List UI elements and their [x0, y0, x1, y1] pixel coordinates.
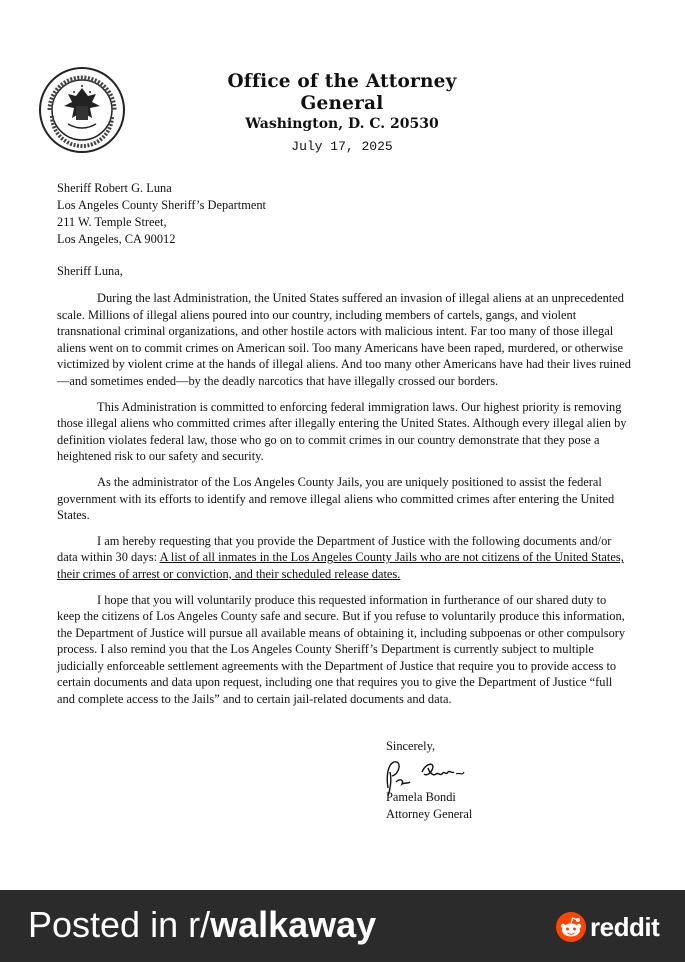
closing-sincerely: Sincerely,	[386, 739, 436, 753]
reddit-logo	[556, 912, 659, 942]
paragraph-2: This Administration is committed to enforcing federal immigration laws. Our highest priority is removing those illegal aliens who committed crimes after illegally entering the United States. Although every illegal alien by definition violates federal law, those who go on to commit crimes in our country demonstrate that they pose a heightened risk to our safety and security.	[57, 399, 627, 464]
recipient-department: Los Angeles County Sheriff’s Department	[57, 198, 267, 212]
recipient-city: Los Angeles, CA 90012	[57, 232, 176, 246]
subreddit-name[interactable]: walkaway	[210, 904, 377, 945]
reddit-alien-icon	[556, 912, 586, 942]
signatory-name: Pamela Bondi	[386, 790, 456, 804]
letterhead-city: Washington, D. C. 20530	[245, 116, 439, 132]
reddit-wordmark: reddit	[590, 911, 660, 942]
posted-prefix: Posted in r/	[28, 904, 211, 945]
paragraph-5: I hope that you will voluntarily produce this requested information in furtherance of our shared duty to keep the citizens of Los Angeles County safe and secure. But if you refuse to voluntarily produce this information, the Department of Justice will pursue all available means of obtaining it, including subpoenas or other compulsory process. I also remind you that the Los Angeles County Sheriff’s Department is currently subject to multiple judicially enforceable settlement agreements with the Department of Justice that require you to provide access to certain documents and data upon request, including one that requires you to give the Department of Justice “full and complete access to the Jails” and to certain jail-related documents and data.	[57, 592, 626, 707]
signatory-title: Attorney General	[386, 807, 473, 821]
paragraph-3: As the administrator of the Los Angeles County Jails, you are uniquely positioned to assist the federal government with its efforts to identify and remove illegal aliens who committed crimes after entering the United States.	[57, 474, 615, 523]
paragraph-4-lead: I am hereby requesting that you provide the Department of Justice with the following documents and/or data within 30 days:	[57, 533, 612, 565]
letter-body	[57, 290, 631, 717]
paragraph-4	[57, 533, 631, 583]
posted-in-label	[28, 902, 376, 948]
letterhead	[212, 71, 472, 155]
recipient-name: Sheriff Robert G. Luna	[57, 181, 172, 195]
requested-data-list: A list of all inmates in the Los Angeles County Jails who are not citizens of the United States, their crimes of arrest or conviction, and their scheduled release dates.	[57, 550, 624, 581]
letter-date: July 17, 2025	[291, 139, 393, 154]
letterhead-office: Office of the Attorney General	[227, 71, 457, 114]
salutation: Sheriff Luna,	[57, 264, 123, 278]
signatory-block	[386, 789, 472, 823]
reddit-footer-bar	[0, 890, 685, 962]
paragraph-1: During the last Administration, the United States suffered an invasion of illegal aliens at an unprecedented scale. Millions of illegal aliens poured into our country, including members of cartels, gangs, and violent transnational criminal organizations, and other hostile actors with malicious intent. Far too many of those illegal aliens went on to commit crimes on American soil. Too many Americans have been raped, murdered, or otherwise victimized by violent crime at the hands of illegal aliens. And too many other Americans have had their lives ruined—and sometimes ended—by the deadly narcotics that have illegally crossed our borders.	[57, 291, 631, 388]
recipient-address	[57, 180, 266, 248]
recipient-street: 211 W. Temple Street,	[57, 215, 167, 229]
doj-seal-icon	[38, 66, 126, 154]
